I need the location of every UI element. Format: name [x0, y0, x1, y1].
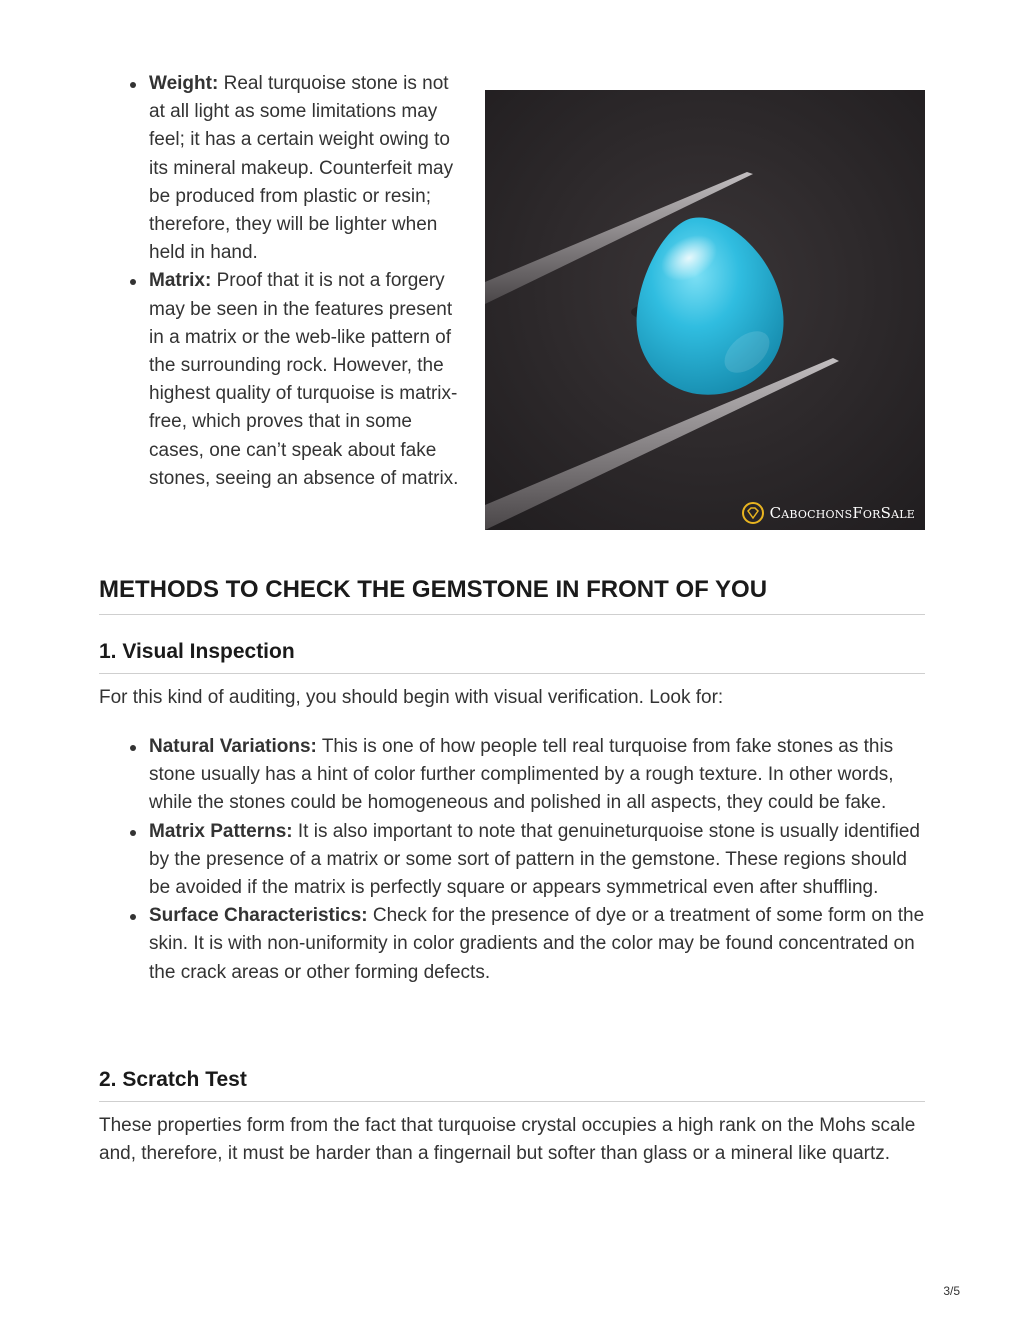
- list-item: [99, 267, 464, 493]
- list-item-text: Real turquoise stone is not at all light as some limitations may feel; it has a certain weight owing to its mineral makeup. Counterfeit may be produced from plastic or resin; therefore, they will be lighter when held in hand.: [149, 73, 454, 264]
- visual-inspection-intro: For this kind of auditing, you should begin with visual verification. Look for:: [99, 687, 724, 708]
- brand-watermark: [742, 502, 915, 524]
- section-title: METHODS TO CHECK THE GEMSTONE IN FRONT OF YOU: [99, 576, 925, 615]
- diamond-icon: [742, 502, 764, 524]
- list-item-text: Check for the presence of dye or a treatment of some form on the skin. It is with non-uniformity in color gradients and the color may be found concentrated on the crack areas or other forming defects.: [149, 905, 925, 983]
- visual-inspection-heading: 1. Visual Inspection: [99, 640, 925, 674]
- page-number: 3/5: [943, 1284, 960, 1298]
- brand-name: CabochonsForSale: [769, 504, 915, 522]
- list-item: [99, 902, 929, 987]
- visual-inspection-list: [99, 733, 929, 987]
- list-item: [99, 733, 929, 818]
- list-item-term: Matrix Patterns:: [149, 820, 293, 842]
- list-item: [99, 70, 464, 267]
- list-item-text: This is one of how people tell real turquoise from fake stones as this stone usually has a hint of color further complimented by a rough texture. In other words, while the stones could be homogeneous and polished in all aspects, they could be fake.: [149, 736, 894, 814]
- top-bullet-list: [99, 70, 464, 493]
- scratch-test-heading: 2. Scratch Test: [99, 1068, 925, 1102]
- turquoise-photo-graphic: [485, 90, 925, 530]
- list-item-text: Proof that it is not a forgery may be seen in the features present in a matrix or the web-like pattern of the surrounding rock. However, the highest quality of turquoise is matrix-free, which proves that in some cases, one can’t speak about fake stones, seeing an absence of matrix.: [149, 270, 459, 489]
- scratch-test-text: These properties form from the fact that turquoise crystal occupies a high rank on the Mohs scale and, therefore, it must be harder than a fingernail but softer than glass or a mineral like quartz.: [99, 1115, 916, 1165]
- list-item-term: Natural Variations:: [149, 736, 317, 757]
- list-item-term: Weight:: [149, 73, 219, 94]
- list-item-term: Matrix:: [149, 270, 212, 292]
- turquoise-photo: [485, 90, 925, 530]
- list-item: [99, 818, 929, 903]
- list-item-text: It is also important to note that genuineturquoise stone is usually identified by the presence of a matrix or some sort of pattern in the gemstone. These regions should be avoided if the matrix is perfectly square or appears symmetrical even after shuffling.: [149, 820, 920, 899]
- list-item-term: Surface Characteristics:: [149, 905, 368, 927]
